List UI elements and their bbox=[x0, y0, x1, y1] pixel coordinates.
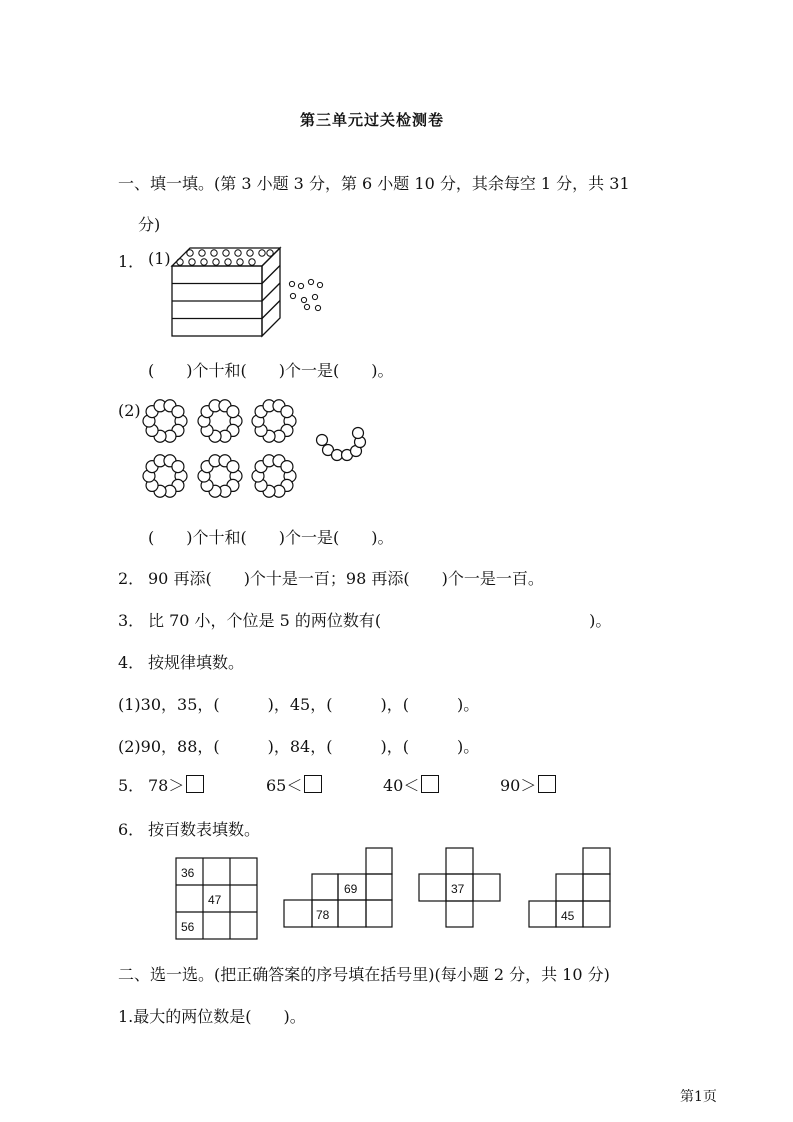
q1-part1-answer-line: ( )个十和( )个一是( )。 bbox=[148, 361, 394, 380]
grid2-cell-2: 78 bbox=[316, 908, 330, 922]
q6-text: 按百数表填数。 bbox=[148, 820, 261, 839]
page-number: 第1页 bbox=[680, 1089, 717, 1105]
section2-heading: 二、选一选。(把正确答案的序号填在括号里)(每小题 2 分，共 10 分) bbox=[118, 965, 610, 984]
answer-box[interactable] bbox=[421, 775, 439, 793]
grid3-cell-1: 37 bbox=[451, 882, 465, 896]
q4-sequence-1: (1)30，35，( )，45，( )，( )。 bbox=[118, 695, 480, 714]
q2-text: 90 再添( )个十是一百；98 再添( )个一是一百。 bbox=[148, 569, 544, 588]
q2-number: 2． bbox=[118, 569, 145, 588]
q1-part2-label: (2) bbox=[118, 401, 141, 420]
grid1-cell-1: 36 bbox=[181, 866, 195, 880]
q6-number: 6． bbox=[118, 820, 145, 839]
answer-box[interactable] bbox=[304, 775, 322, 793]
q1-part1-label: (1) bbox=[148, 249, 171, 268]
section2-q1: 1.最大的两位数是( )。 bbox=[118, 1007, 306, 1026]
q1-part2-answer-line: ( )个十和( )个一是( )。 bbox=[148, 528, 394, 547]
bead bbox=[281, 461, 293, 473]
q5-item-3: 40＜ bbox=[383, 773, 439, 796]
section1-heading-cont: 分) bbox=[138, 215, 161, 234]
q5-item-4: 90＞ bbox=[500, 773, 556, 796]
q3-text: 比 70 小，个位是 5 的两位数有( )。 bbox=[148, 611, 612, 630]
grid1-cell-2: 47 bbox=[208, 893, 222, 907]
grid1-cell-3: 56 bbox=[181, 920, 195, 934]
bead bbox=[172, 406, 184, 418]
q1-number: 1． bbox=[118, 252, 145, 271]
section1-heading: 一、填一填。(第 3 小题 3 分，第 6 小题 10 分，其余每空 1 分，共 31 bbox=[118, 174, 630, 193]
answer-box[interactable] bbox=[186, 775, 204, 793]
q5-item-2: 65＜ bbox=[266, 773, 322, 796]
bead bbox=[172, 461, 184, 473]
q4-sequence-2: (2)90，88，( )，84，( )，( )。 bbox=[118, 737, 480, 756]
q5-number: 5． bbox=[118, 776, 145, 795]
q4-text: 按规律填数。 bbox=[148, 653, 245, 672]
bead bbox=[281, 406, 293, 418]
page-title: 第三单元过关检测卷 bbox=[300, 111, 445, 129]
bead bbox=[227, 461, 239, 473]
bead bbox=[332, 450, 343, 461]
bead bbox=[353, 428, 364, 439]
bead bbox=[227, 406, 239, 418]
grid4-cell-1: 45 bbox=[561, 909, 575, 923]
q4-number: 4． bbox=[118, 653, 145, 672]
answer-box[interactable] bbox=[538, 775, 556, 793]
q3-number: 3． bbox=[118, 611, 145, 630]
bead-rings-illustration bbox=[138, 396, 368, 506]
q5-item-1: 78＞ bbox=[148, 773, 204, 796]
grid2-cell-1: 69 bbox=[344, 882, 358, 896]
bead bbox=[317, 435, 328, 446]
bundles-of-ten-illustration bbox=[170, 244, 330, 340]
hundred-chart-grids bbox=[170, 845, 620, 945]
